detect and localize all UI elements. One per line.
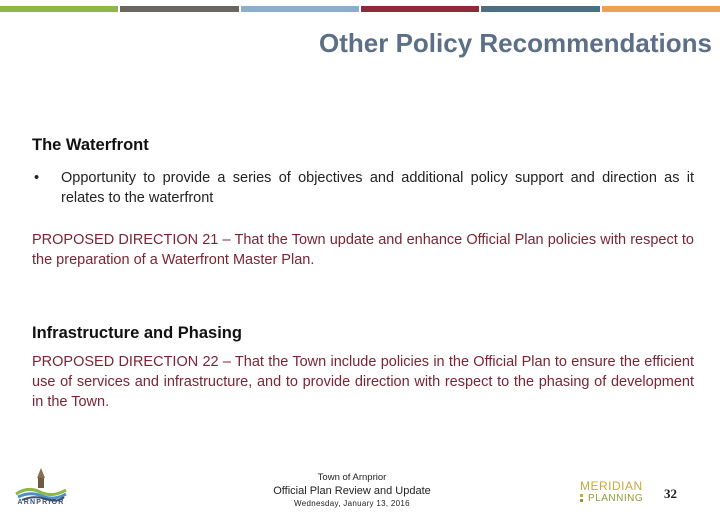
color-strip-5: [481, 6, 599, 12]
footer-project: Official Plan Review and Update: [273, 485, 431, 497]
proposed-direction-21: PROPOSED DIRECTION 21 – That the Town update and enhance Official Plan policies with respect to the preparation of a Waterfront Master Plan.: [32, 232, 694, 268]
meridian-logo-line1: MERIDIAN: [580, 479, 643, 493]
footer-info: [270, 472, 434, 510]
color-strip-3: [241, 6, 359, 12]
page-number: 32: [664, 486, 677, 501]
bullet-item: [32, 168, 694, 208]
color-strip-6: [602, 6, 720, 12]
footer-town: Town of Arnprior: [317, 472, 387, 483]
bullet-symbol: •: [34, 170, 40, 186]
slide-title: Other Policy Recommendations: [319, 28, 712, 58]
footer-date: Wednesday, January 13, 2016: [294, 499, 410, 508]
bullet-text: Opportunity to provide a series of objectives and additional policy support and direction as it relates to the waterfront: [61, 170, 694, 206]
section-heading-waterfront: The Waterfront: [32, 136, 149, 154]
top-color-bar: [0, 6, 720, 12]
section-heading-infrastructure: Infrastructure and Phasing: [32, 324, 242, 342]
color-strip-2: [120, 6, 238, 12]
arnprior-logo-text: ARNPRIOR: [17, 499, 65, 506]
color-strip-1: [0, 6, 118, 12]
proposed-direction-22: PROPOSED DIRECTION 22 – That the Town include policies in the Official Plan to ensure the efficient use of services and infrastructure, and to provide direction with respect to the phasing of development in the Town.: [32, 354, 694, 410]
meridian-logo-line2: PLANNING: [588, 493, 644, 504]
color-strip-4: [361, 6, 479, 12]
slide-content: [32, 136, 694, 412]
